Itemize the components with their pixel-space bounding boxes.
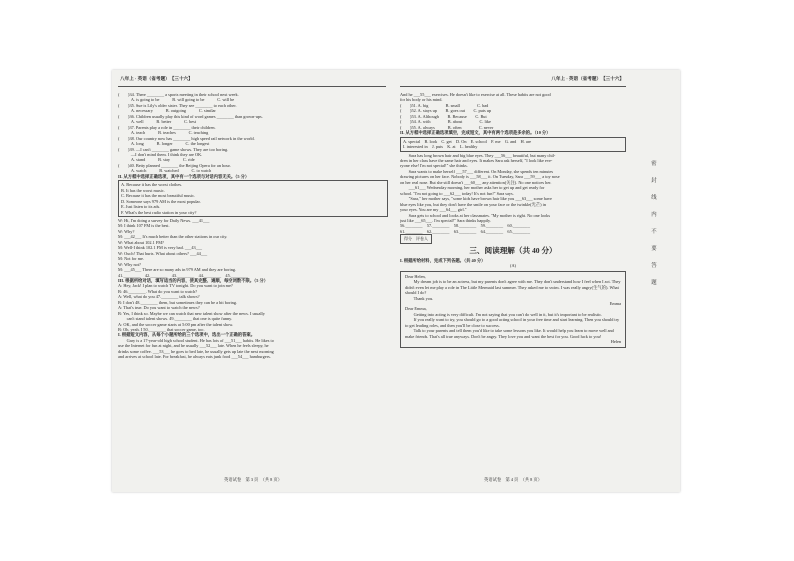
- question-line: A. necessary B. outgoing C. similar: [118, 108, 216, 114]
- exam-paper: [112, 70, 680, 492]
- seal-char: 内: [651, 212, 657, 218]
- dialog-line: M: ___42___ It's much better than the other stations in our city.: [118, 234, 228, 240]
- option-line: C. Because it has the most beautiful music.: [121, 193, 196, 199]
- question-line: A. watch B. watched C. to watch: [118, 168, 212, 174]
- option-line: B. It has the worst music.: [121, 187, 165, 193]
- seal-char: 题: [651, 280, 657, 286]
- seal-char: 答: [651, 263, 657, 269]
- letter-line: Talk to your parents and tell them you'd like to take some lessons you like. It would help you learn to move well and make friends. That's all true anyways. Don't be angry. They love you and want the best for you. Good luck to you!: [405, 328, 614, 339]
- question-line: ( )37. Parents play a role in ________ their children.: [118, 124, 216, 130]
- word-box: [400, 137, 626, 152]
- question-line: A. stand B. stay C. ride: [118, 157, 195, 163]
- seal-char: 不: [651, 229, 657, 235]
- question-line: ( )40. Betty planned ________ the Beijing Opera for an hour.: [118, 162, 231, 168]
- reading-label: (A): [510, 263, 516, 269]
- passage-line: And he ___55___ exercises. He doesn't like to exercise at all. These habits are not good: [400, 92, 551, 97]
- letter-line: My dream job is to be an actress, but my parents don't agree with me. They don't understand how I feel when I act. They didn't even let me play a role in The Little Mermaid last summer. They asked me to swim. I was really angry(生气的). What should I do?: [405, 279, 621, 296]
- dialog-line: W: Why not?: [118, 261, 141, 267]
- word-box-line: A. special B. look C. get D. On E. school F. me G. and H. are: [403, 138, 532, 144]
- dialog-line: B: I don't 48.________ them, but sometimes they can be a bit boring.: [118, 299, 238, 305]
- passage-line: ___61___ Wednesday morning, her mother asks her to get up and get ready for: [400, 185, 545, 191]
- seal-char: 线: [651, 195, 657, 201]
- right-page-header: 八年上 · 英语（省考题） 【三十六】: [551, 76, 624, 81]
- passage-line: Sara has long brown hair and big blue eyes. They ___56___ beautiful, but many chil-: [400, 152, 556, 158]
- page-footer: 英语试卷 第 3 页 （共 8 页）: [223, 477, 282, 482]
- seal-char: 封: [651, 178, 657, 184]
- question-line: A. long B. longer C. the longest: [118, 141, 210, 147]
- passage-line: for his body or his mind.: [400, 97, 443, 103]
- left-page-body: [118, 92, 388, 360]
- question-line: A. is going to be B. will going to be C. will be: [118, 97, 235, 103]
- choice-line: ( )52. A. stays up B. goes out C. puts up: [400, 108, 492, 114]
- letter-box: [400, 271, 626, 348]
- question-line: ( )35. Sue is Lily's older sister. They see ________ to each other.: [118, 102, 237, 108]
- passage-line: dren in her class have the same hair and eyes. It makes Sara ask herself, "I look like eve-: [400, 157, 553, 163]
- section-title: II. 从方框中选择正确选项填空，完成短文，其中有两个选项是多余的。（10 分）: [400, 130, 551, 136]
- choice-line: ( )51. A. big B. small C. bad: [400, 102, 489, 108]
- question-line: ( )38. Our country now has ________ high speed rail network in the world.: [118, 135, 255, 141]
- answer-row[interactable]: 56.________ 57.________ 58.________ 59.________ 60.________: [400, 223, 530, 229]
- passage-line: your eyes. You are my ___64___ girl.": [400, 207, 467, 213]
- passage-line: ryone else! I'm not special!" she thinks.: [400, 163, 468, 169]
- left-page: [118, 70, 388, 492]
- letter-line: Getting into acting is very difficult. I'm not saying that you can't do well in it, but it's important to be realistic.: [405, 311, 603, 317]
- answer-row[interactable]: 61.________ 62.________ 63.________ 64.________ 65.________: [400, 228, 530, 234]
- word-box-line: I. interested in J. puts K. at L. healthy: [403, 144, 478, 150]
- question-line: A. well B. better C. best: [118, 119, 197, 125]
- option-line: D. Someone says 979 AM is the most popular.: [121, 198, 201, 204]
- option-line: A. Because it has the worst clothes.: [121, 182, 183, 188]
- dialog-line: M: ___45___ There are so many ads in 979 AM and they are boring.: [118, 267, 237, 273]
- question-line: —I don't mind them. I think they are OK.: [118, 151, 203, 157]
- section-title: III. 根据所给对话，填写适当的内容，使其完整、通顺，每空词数不限。（5 分）: [118, 277, 269, 283]
- passage-line: "Sara," her mother says, "some kids have brown hair like you ___63___ some have: [400, 196, 552, 202]
- page-footer: 英语试卷 第 4 页 （共 8 页）: [483, 477, 542, 482]
- passage-line: blue eyes like you, but they don't have the smile on your face or the twinkle(光芒) in: [400, 201, 546, 207]
- letter-signature: Emma: [609, 300, 621, 306]
- options-box: [118, 180, 388, 217]
- passage-line: and arrives at school late. For breakfast, he always eats junk food ___54___ hamburgers.: [118, 354, 271, 360]
- dialog-line: M: Well-I think 102.1 FM is very bad. ___43___: [118, 245, 203, 251]
- letter-line: If you really want to try, you should go to a good acting school in your free time and start learning. Then you should try to get leading roles, and then you'll be close to success.: [405, 317, 620, 328]
- letter-signature: Helen: [610, 339, 621, 345]
- dialog-line: W: Hi, I'm doing a survey for Daily News. ___41___: [118, 217, 210, 223]
- section-title: I. 根据所给材料，完成下列各题。（共 40 分）: [400, 257, 486, 263]
- letter-line: Dear Helen,: [405, 273, 426, 279]
- header-rule: [118, 86, 386, 87]
- seal-line-text: [634, 160, 674, 296]
- passage-line: school. "I'm not going to ___62___ today! It's not fun!" Sara says.: [400, 190, 514, 196]
- dialog-line: A: OK, and the soccer game starts at 5:00 pm after the talent show.: [118, 321, 234, 327]
- answer-row[interactable]: 41.________ 42.________ 43.________ 44.________ 45.________: [118, 272, 248, 278]
- passage-line: drinks some coffee. ___53___ he goes to bed late, he usually gets up late the next morning: [118, 348, 274, 354]
- passage-line: Sara gets to school and looks at her classmates. "My mother is right. No one looks: [400, 212, 551, 218]
- seal-char: 要: [651, 246, 657, 252]
- section-heading: 三、阅读理解（共 40 分）: [469, 245, 557, 255]
- letter-line: Thank you.: [405, 295, 434, 301]
- dialog-line: B: 46.________. What do you want to watch?: [118, 288, 198, 294]
- passage-line: drawing pictures on her face. Nobody is ___58___ it. On Tuesday, Sara ___59___ a toy nose: [400, 174, 560, 180]
- letter-line: Dear Emma,: [405, 306, 427, 312]
- passage-line: use the Internet for fun at night, and he usually ___52___ late. When he feels sleepy, he: [118, 343, 269, 349]
- question-line: ( )34. There ________ a sports meeting in their school next week.: [118, 92, 239, 97]
- passage-line: Gary is a 17-year-old high school student. He has lots of ___51___ habits. He likes to: [118, 337, 274, 343]
- dialog-line: A: Well, what do you 47.________ talk shows?: [118, 294, 200, 300]
- question-line: ( )36. Children usually play this kind of word games ________ than grown-ups.: [118, 113, 263, 119]
- dialog-line: B: Oh, yeah. I 50.________ that soccer game, too.: [118, 327, 205, 333]
- option-line: E. Just listen to its ads.: [121, 204, 161, 210]
- option-line: F. What's the best radio station in your city?: [121, 209, 197, 215]
- passage-line: on her real nose. But she still doesn't ___60___ any attention(关注). No one notices her.: [400, 179, 552, 185]
- dialog-line: W: Why?: [118, 228, 135, 234]
- right-page-body: [400, 92, 626, 350]
- dialog-line: W: What about 102.1 FM?: [118, 239, 164, 245]
- dialog-line: A: Hey, Jack! I plan to watch TV tonight. Do you want to join me?: [118, 283, 233, 289]
- seal-char: 密: [651, 161, 657, 167]
- question-line: ( )39. —I can't ________ game shows. They are too boring.: [118, 146, 229, 152]
- dialog-line: W: Ouch! That hurts. What about others? ___44___: [118, 250, 208, 256]
- dialog-line: A: That's true. Do you want to watch the news?: [118, 305, 200, 311]
- dialog-line: M: I think 107 FM is the best.: [118, 223, 170, 229]
- choice-line: ( )54. A. with B. about C. like: [400, 119, 491, 125]
- header-rule: [400, 86, 626, 87]
- choice-line: ( )53. A. Although B. Because C. But: [400, 113, 487, 119]
- right-page: [400, 70, 626, 492]
- dialog-line: M: Not for me.: [118, 256, 145, 262]
- dialog-line: can't stand talent shows. 49.________ that one is quite funny.: [118, 316, 233, 322]
- section-title: I. 根据短文内容，从每个小题所给的三个选项中，选出一个正确的答案。: [118, 332, 256, 338]
- section-title: II. 从方框中选择正确选项，其中有一个选项与对话内容无关。（5 分）: [118, 173, 250, 179]
- passage-line: just like ___65___. I'm special!" Sara thinks happily.: [400, 217, 491, 223]
- question-line: A. teach B. teaches C. teaching: [118, 130, 209, 136]
- score-box: 得分 评卷人: [400, 234, 432, 243]
- left-page-header: 八年上 · 英语（省考题） 【三十六】: [120, 76, 193, 81]
- passage-line: Sara wants to make herself ___57___ different. On Monday, she spends ten minutes: [400, 168, 554, 174]
- choice-line: ( )55. A. always B. often C. never: [400, 124, 494, 130]
- dialog-line: B: Yes, I think so. Maybe we can watch that new talent show after the news. I usually: [118, 310, 265, 316]
